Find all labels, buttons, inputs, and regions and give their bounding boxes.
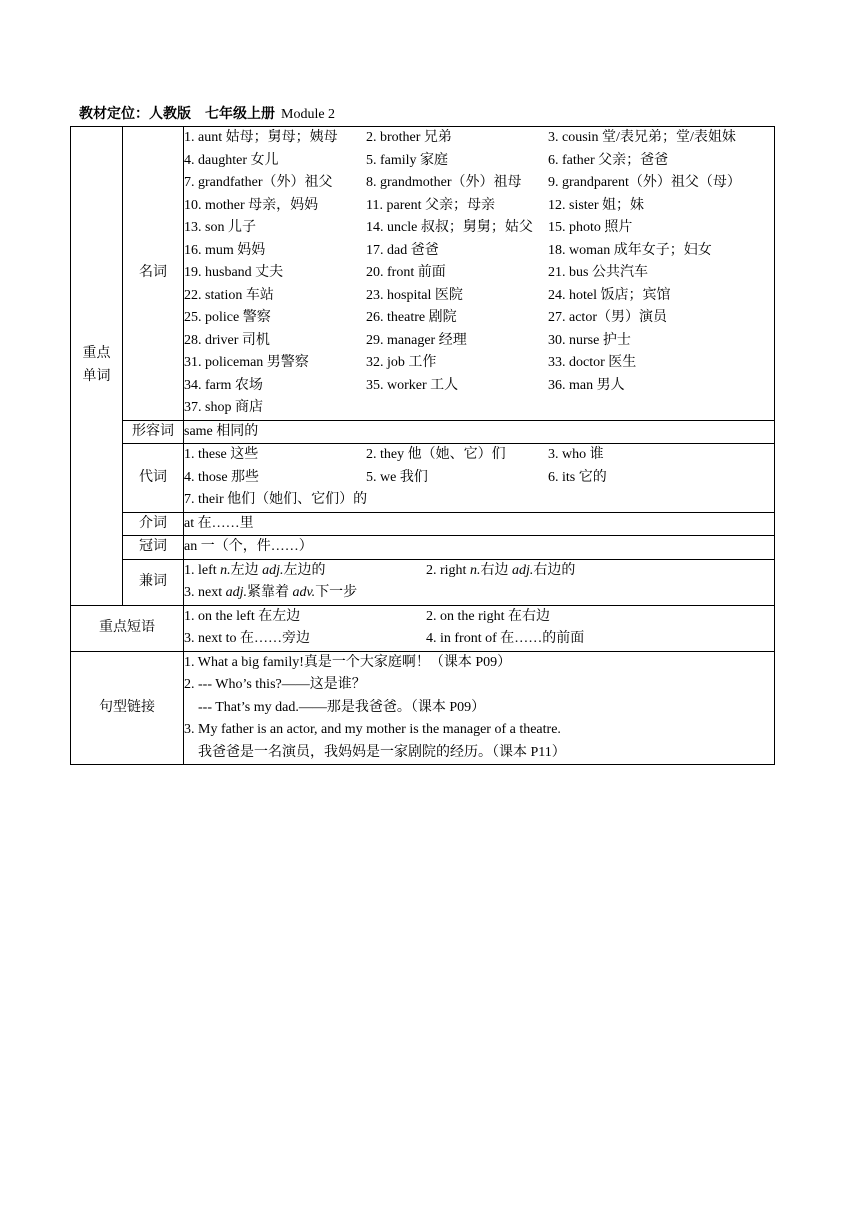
adjectives-content: same 相同的 [184, 420, 775, 444]
noun-item: 2. brother 兄弟 [366, 130, 452, 145]
sentences-row [71, 651, 775, 765]
multi-line [184, 582, 774, 605]
phrase-item: 2. on the right 在右边 [426, 608, 551, 624]
noun-item: 29. manager 经理 [366, 332, 467, 348]
noun-line [184, 127, 774, 150]
noun-item: 5. family 家庭 [366, 152, 449, 168]
pronouns-content [184, 444, 775, 513]
part-of-speech: n. [220, 562, 231, 578]
pronoun-item: 1. these 这些 [184, 447, 259, 462]
word-text: 3. next [184, 585, 226, 600]
word-text: 1. left [184, 562, 221, 578]
noun-item: 19. husband 丈夫 [184, 265, 284, 280]
pronoun-item: 4. those 那些 [184, 469, 260, 485]
sentences-content [184, 651, 775, 765]
pronouns-row [71, 444, 775, 513]
noun-item: 13. son 儿子 [184, 220, 256, 235]
word-text: 2. right [426, 562, 470, 578]
noun-item: 8. grandmother（外）祖母 [366, 175, 522, 190]
phrase-line [184, 606, 774, 629]
noun-line [184, 375, 774, 398]
noun-line [184, 217, 774, 240]
noun-item: 7. grandfather（外）祖父 [184, 175, 333, 190]
nouns-row [71, 127, 775, 421]
pronoun-item: 6. its 它的 [548, 469, 607, 485]
noun-item: 14. uncle 叔叔；舅舅；姑父 [366, 220, 533, 235]
prepositions-content: at 在……里 [184, 512, 775, 536]
phrases-row [71, 605, 775, 651]
noun-item: 35. worker 工人 [366, 377, 459, 393]
noun-line [184, 172, 774, 195]
noun-item: 9. grandparent（外）祖父（母） [548, 175, 741, 190]
sentences-label: 句型链接 [71, 651, 184, 765]
noun-item: 20. front 前面 [366, 265, 446, 280]
noun-item: 24. hotel 饭店；宾馆 [548, 287, 671, 303]
multi-class-row [71, 559, 775, 605]
word-meaning: 下一步 [315, 585, 358, 600]
sentence-line: 我爸爸是一名演员，我妈妈是一家剧院的经历。（课本 P11） [198, 744, 566, 760]
noun-item: 25. police 警察 [184, 310, 271, 325]
pronoun-item: 2. they 他（她、它）们 [366, 447, 506, 462]
pronoun-item: 3. who 谁 [548, 447, 604, 462]
articles-content: an 一（个，件……） [184, 536, 775, 560]
part-of-speech: adj. [511, 562, 534, 578]
pronouns-label: 代词 [123, 444, 184, 513]
phrase-item: 3. next to 在……旁边 [184, 631, 310, 646]
noun-line [184, 352, 774, 375]
prepositions-row [71, 512, 775, 536]
noun-item: 1. aunt 姑母；舅母；姨母 [184, 130, 338, 145]
noun-item: 18. woman 成年女子；妇女 [548, 242, 712, 258]
noun-line [184, 285, 774, 308]
phrases-content [184, 605, 775, 651]
multi-class-content [184, 559, 775, 605]
phrase-item: 1. on the left 在左边 [184, 608, 301, 624]
noun-line [184, 240, 774, 263]
articles-row [71, 536, 775, 560]
sentence-line: --- That’s my dad.——那是我爸爸。（课本 P09） [198, 699, 486, 715]
noun-line [184, 330, 774, 353]
multi-item [426, 560, 575, 583]
part-of-speech: adv. [292, 585, 316, 600]
heading-label: 教材定位：人教版 七年级上册 [79, 107, 275, 122]
words-category-cell [71, 127, 123, 606]
noun-item: 4. daughter 女儿 [184, 152, 279, 168]
words-category-label: 重点单词 [82, 346, 111, 384]
noun-item [366, 397, 548, 420]
pronoun-line [184, 489, 774, 512]
heading-module: Module 2 [281, 107, 336, 122]
word-meaning: 左边的 [283, 562, 326, 578]
adjectives-label: 形容词 [123, 420, 184, 444]
noun-item: 10. mother 母亲，妈妈 [184, 197, 319, 213]
noun-item: 21. bus 公共汽车 [548, 265, 648, 280]
noun-item: 28. driver 司机 [184, 332, 270, 348]
vocabulary-table [70, 126, 775, 765]
word-meaning: 右边的 [533, 562, 576, 578]
noun-item: 16. mum 妈妈 [184, 242, 266, 258]
noun-item: 30. nurse 护士 [548, 332, 631, 348]
multi-item [184, 560, 426, 583]
articles-label: 冠词 [123, 536, 184, 560]
multi-class-label: 兼词 [123, 559, 184, 605]
part-of-speech: adj. [262, 562, 284, 578]
pronoun-item [366, 489, 548, 512]
pronoun-line [184, 467, 774, 490]
part-of-speech: adj. [225, 585, 247, 600]
word-meaning: 紧靠着 [247, 585, 293, 600]
noun-item: 27. actor（男）演员 [548, 310, 667, 325]
nouns-label: 名词 [123, 127, 184, 421]
phrase-item: 4. in front of 在……的前面 [426, 631, 585, 646]
sentence-line: 3. My father is an actor, and my mother is the manager of a theatre. [184, 722, 561, 737]
noun-item: 12. sister 姐；妹 [548, 197, 645, 213]
noun-line [184, 195, 774, 218]
noun-line [184, 262, 774, 285]
part-of-speech: n. [469, 562, 481, 578]
noun-item: 22. station 车站 [184, 287, 274, 303]
multi-item [184, 585, 357, 600]
phrases-label: 重点短语 [71, 605, 184, 651]
prepositions-label: 介词 [123, 512, 184, 536]
noun-item: 11. parent 父亲；母亲 [366, 197, 495, 213]
noun-line [184, 307, 774, 330]
page-heading [79, 106, 335, 124]
pronoun-item: 5. we 我们 [366, 469, 428, 485]
noun-item: 3. cousin 堂/表兄弟；堂/表姐妹 [548, 130, 736, 145]
adjectives-row [71, 420, 775, 444]
noun-item: 34. farm 农场 [184, 377, 263, 393]
noun-item: 37. shop 商店 [184, 400, 263, 415]
noun-item: 31. policeman 男警察 [184, 355, 309, 370]
word-meaning: 左边 [230, 562, 263, 578]
noun-item: 26. theatre 剧院 [366, 310, 457, 325]
noun-item: 17. dad 爸爸 [366, 242, 439, 258]
noun-line [184, 150, 774, 173]
noun-line [184, 397, 774, 420]
noun-item: 15. photo 照片 [548, 220, 633, 235]
phrase-line [184, 628, 774, 651]
noun-item: 36. man 男人 [548, 377, 625, 393]
noun-item: 23. hospital 医院 [366, 287, 463, 303]
multi-line [184, 560, 774, 583]
sentence-line: 2. --- Who’s this?——这是谁？ [184, 677, 366, 692]
noun-item: 33. doctor 医生 [548, 355, 637, 370]
pronoun-line [184, 444, 774, 467]
noun-item: 32. job 工作 [366, 355, 437, 370]
noun-item: 6. father 父亲；爸爸 [548, 152, 669, 168]
nouns-content [184, 127, 775, 421]
sentence-line: 1. What a big family!真是一个大家庭啊！（课本 P09） [184, 654, 512, 670]
word-meaning: 右边 [480, 562, 512, 578]
pronoun-item: 7. their 他们（她们、它们）的 [184, 492, 368, 507]
